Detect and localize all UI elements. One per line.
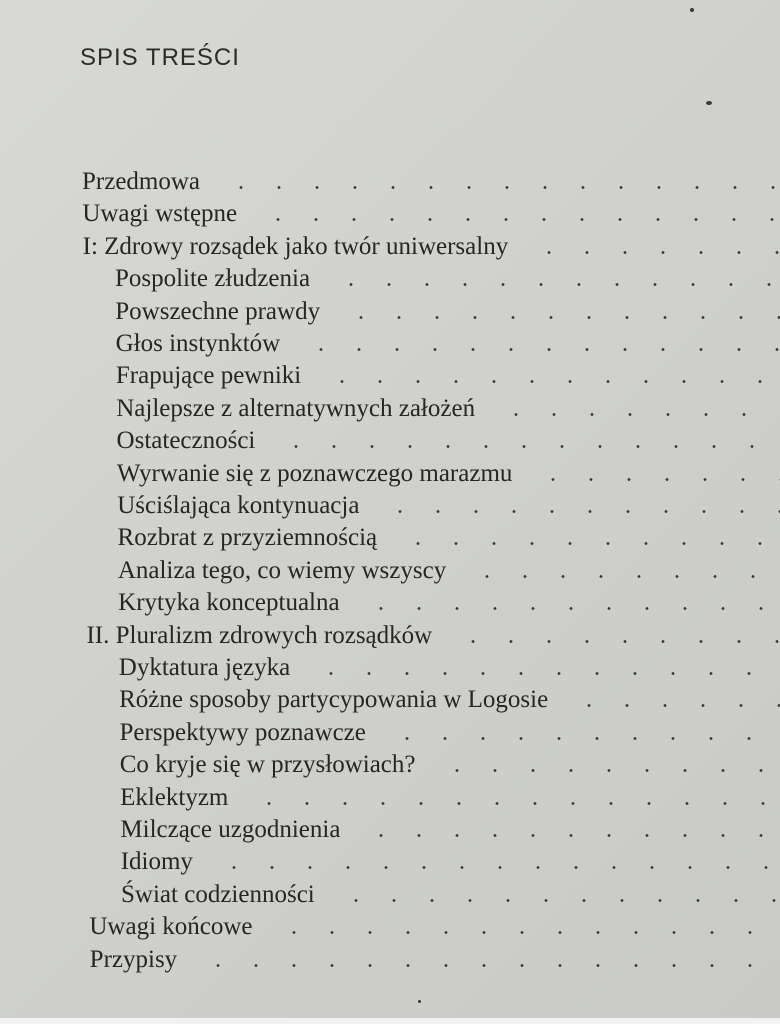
toc-entry-title: Frapujące pewniki: [115, 362, 302, 390]
toc-entry: [118, 587, 780, 619]
toc-entry-title: Milczące uzgodnienia: [120, 816, 341, 843]
toc-entry: [115, 263, 780, 295]
toc-entry-title: Rozbrat z przyziemnością: [117, 524, 378, 552]
ink-speck: [706, 101, 712, 105]
toc-entry-title: Ostateczności: [116, 427, 256, 455]
toc-entry-title: I: Zdrowy rozsądek jako twór uniwersalny: [82, 232, 509, 260]
toc-entry-title: Przypisy: [89, 945, 178, 973]
toc-entry: [117, 490, 780, 522]
toc-entry-title: Dyktatura języka: [118, 654, 291, 681]
toc-entry-title: Wyrwanie się z poznawczego marazmu: [116, 459, 513, 487]
dot-leader: [304, 672, 780, 675]
toc-entry: [118, 522, 780, 554]
toc-entry: [83, 231, 780, 263]
dot-leader: [446, 640, 780, 643]
dot-leader: [315, 380, 780, 383]
toc-entry-title: Idiomy: [120, 848, 193, 876]
toc-entry: [120, 814, 780, 846]
toc-entry: [90, 944, 780, 976]
dot-leader: [562, 704, 780, 707]
toc-entry-title: II. Pluralizm zdrowych rozsądków: [86, 621, 433, 649]
page-title: SPIS TREŚCI: [80, 44, 240, 71]
toc-entry: [118, 555, 780, 587]
toc-entry: [119, 717, 780, 749]
toc-entry-title: Powszechne prawdy: [115, 297, 321, 325]
dot-leader: [522, 251, 780, 254]
dot-leader: [489, 413, 780, 416]
dot-leader: [526, 478, 780, 481]
toc-entry: [117, 425, 780, 457]
toc-entry-title: Perspektywy poznawcze: [119, 718, 366, 746]
toc-entry: [82, 198, 780, 230]
toc-entry-title: Krytyka konceptualna: [118, 589, 340, 617]
dot-leader: [334, 316, 780, 319]
toc-entry: [89, 911, 780, 943]
toc-entry-title: Analiza tego, co wiemy wszyscy: [117, 556, 447, 584]
toc-entry: [115, 296, 780, 328]
toc-entry: [121, 879, 780, 911]
page-edge: [0, 1018, 780, 1024]
toc-entry-title: Uściślająca kontynuacja: [117, 492, 360, 519]
toc-entry-title: Przedmowa: [82, 168, 201, 195]
dot-leader: [324, 283, 780, 286]
toc-entry-title: Głos instynktów: [115, 330, 281, 357]
toc-entry: [119, 684, 780, 716]
dot-leader: [430, 769, 780, 772]
dot-leader: [354, 834, 780, 837]
ink-speck: [690, 8, 694, 12]
toc-entry-title: Uwagi wstępne: [82, 200, 238, 228]
toc-entry: [121, 846, 780, 878]
dot-leader: [354, 607, 780, 610]
ink-speck: [418, 1000, 421, 1003]
toc-entry: [119, 652, 780, 684]
toc-entry-title: Najlepsze z alternatywnych założeń: [116, 394, 476, 422]
toc-entry: [116, 360, 780, 392]
dot-leader: [207, 866, 780, 869]
toc-entry-title: Świat codzienności: [121, 880, 315, 908]
toc-entry-title: Różne sposoby partycypowania w Logosie: [119, 686, 549, 714]
toc-entry-title: Co kryje się w przysłowiach?: [119, 751, 416, 779]
dot-leader: [214, 186, 780, 189]
dot-leader: [251, 218, 780, 221]
toc-entry-title: Eklektyzm: [120, 783, 229, 811]
dot-leader: [329, 899, 780, 902]
toc-entry: [86, 620, 780, 652]
toc-entry: [120, 749, 780, 781]
dot-leader: [373, 510, 780, 513]
dot-leader: [380, 737, 780, 740]
dot-leader: [242, 802, 780, 805]
toc-entry: [117, 458, 780, 490]
toc-entry: [116, 393, 780, 425]
toc-entry-title: Pospolite złudzenia: [114, 265, 311, 293]
toc-entry: [116, 328, 780, 360]
toc-entry-title: Uwagi końcowe: [89, 913, 253, 941]
toc-entry: [82, 166, 780, 198]
dot-leader: [269, 445, 780, 448]
dot-leader: [460, 575, 780, 578]
toc-entry: [120, 782, 780, 814]
dot-leader: [267, 931, 780, 934]
dot-leader: [294, 348, 780, 351]
dot-leader: [391, 542, 780, 545]
dot-leader: [191, 964, 780, 967]
